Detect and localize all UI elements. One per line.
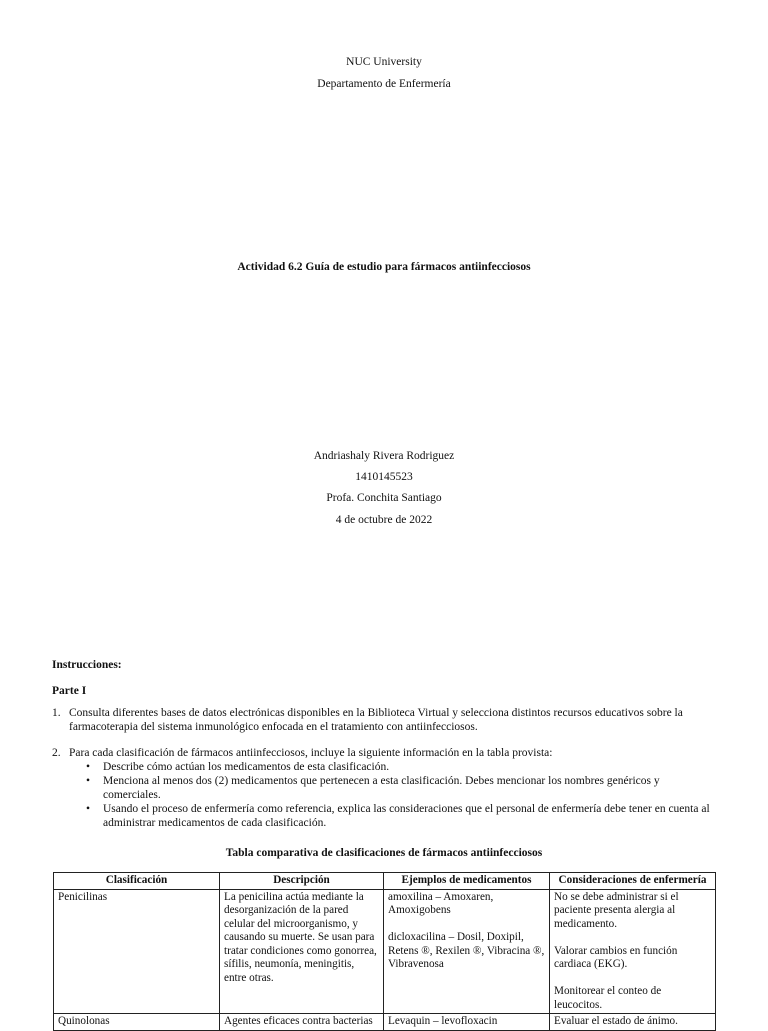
professor-name: Profa. Conchita Santiago: [326, 492, 442, 504]
instruction-bullets: [86, 760, 712, 830]
submission-date: 4 de octubre de 2022: [335, 514, 433, 526]
instruction-item-1: [52, 706, 712, 734]
university-name: NUC University: [346, 56, 422, 68]
student-id: 1410145523: [355, 471, 413, 483]
consideration-line: Monitorear el conteo de leucocitos.: [554, 985, 662, 1011]
item-text: Para cada clasificación de fármacos antiinfecciosos, incluye la siguiente información en la tabla provista:: [69, 747, 553, 759]
cell-clasificacion: Penicilinas: [54, 889, 220, 1014]
bullet-text: Usando el proceso de enfermería como referencia, explica las consideraciones que el personal de enfermería debe tener en cuenta al administrar medicamentos de cada clasificación.: [103, 803, 710, 829]
bullet-icon: •: [86, 775, 91, 787]
consideration-line: No se debe administrar si el paciente presenta alergia al medicamento.: [554, 890, 679, 930]
bullet-text: Menciona al menos dos (2) medicamentos que pertenecen a esta clasificación. Debes mencionar los nombres genéricos y comerciales.: [103, 775, 660, 801]
header-clasificacion: Clasificación: [54, 873, 220, 890]
cell-consideraciones: Evaluar el estado de ánimo.: [550, 1014, 716, 1031]
table-header-row: [54, 873, 716, 890]
department-name: Departamento de Enfermería: [317, 78, 451, 90]
cell-ejemplos: Levaquin – levofloxacin: [384, 1014, 550, 1031]
header-ejemplos: Ejemplos de medicamentos: [384, 873, 550, 890]
bullet-item: [86, 774, 712, 802]
example-line: amoxilina – Amoxaren, Amoxigobens: [388, 890, 494, 916]
activity-title: Actividad 6.2 Guía de estudio para fármacos antiinfecciosos: [237, 261, 531, 273]
item-number: 2.: [52, 747, 61, 759]
header-consideraciones: Consideraciones de enfermería: [550, 873, 716, 890]
bullet-text: Describe cómo actúan los medicamentos de esta clasificación.: [103, 761, 390, 773]
comparison-table: [53, 872, 716, 1031]
part-heading: Parte I: [52, 685, 87, 697]
item-number: 1.: [52, 707, 61, 719]
instructions-heading: Instrucciones:: [52, 659, 122, 671]
table-title: Tabla comparativa de clasificaciones de fármacos antiinfecciosos: [225, 847, 543, 859]
item-text: Consulta diferentes bases de datos electrónicas disponibles en la Biblioteca Virtual y selecciona distintos recursos educativos sobre la farmacoterapia del sistema inmunológico enfocada en el tratamiento con antiinfecciosos.: [69, 707, 683, 733]
cell-clasificacion: Quinolonas: [54, 1014, 220, 1031]
table-row: [54, 889, 716, 1014]
table-row: [54, 1014, 716, 1031]
cell-consideraciones: [550, 889, 716, 1014]
example-line: dicloxacilina – Dosil, Doxipil, Retens ®, Rexilen ®, Vibracina ®, Vibravenosa: [388, 931, 545, 970]
header-descripcion: Descripción: [220, 873, 384, 890]
author-name: Andriashaly Rivera Rodriguez: [313, 450, 455, 462]
instruction-item-2: [52, 746, 712, 760]
bullet-item: [86, 802, 712, 830]
bullet-icon: •: [86, 761, 91, 773]
bullet-icon: •: [86, 803, 91, 815]
cell-descripcion: Agentes eficaces contra bacterias: [220, 1014, 384, 1031]
bullet-item: [86, 760, 712, 774]
cell-ejemplos: [384, 889, 550, 1014]
consideration-line: Valorar cambios en función cardiaca (EKG).: [554, 944, 678, 970]
cell-descripcion: La penicilina actúa mediante la desorganización de la pared celular del microorganismo, y causando su muerte. Se usan para tratar condiciones como gonorrea, sífilis, neumonía, meningitis, entre otras.: [220, 889, 384, 1014]
